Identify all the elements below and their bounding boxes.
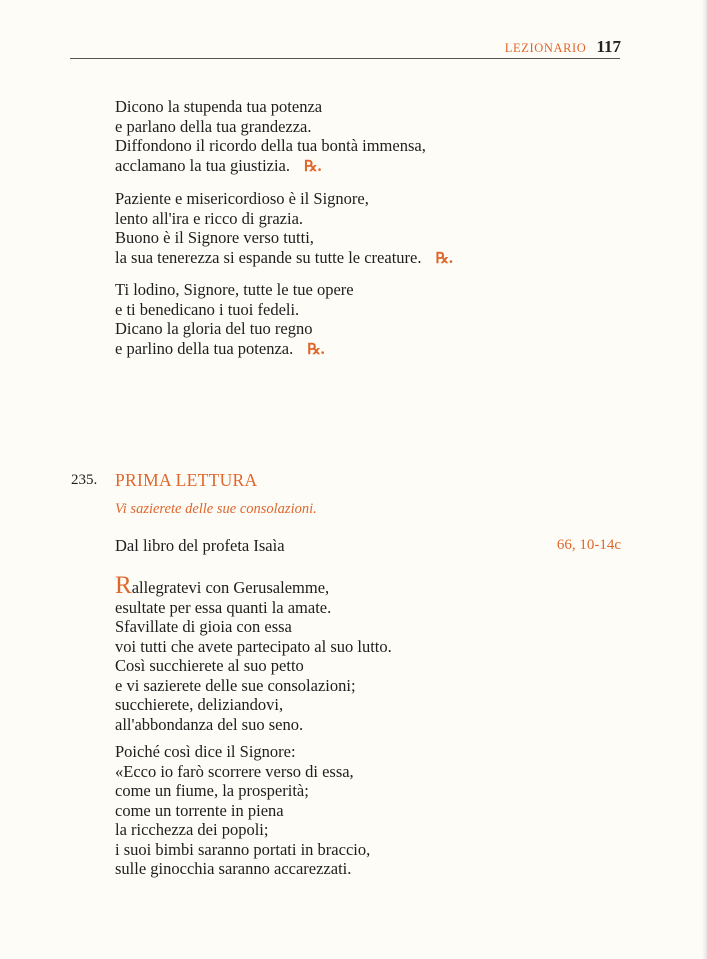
reading-number: 235.: [71, 472, 98, 488]
drop-cap: R: [115, 572, 132, 599]
verse-line: all'abbondanza del suo seno.: [115, 714, 304, 734]
verse-line: Dicono la stupenda tua potenza: [115, 97, 323, 116]
verse-line: sulle ginocchia saranno accarezzati.: [115, 859, 352, 878]
reading-subtitle: Vi sazierete delle sue consolazioni.: [115, 501, 317, 517]
verse-line: Buono è il Signore verso tutti,: [115, 228, 314, 247]
reading-source: Dal libro del profeta Isaìa: [115, 536, 285, 555]
verse-line: esultate per essa quanti la amate.: [115, 597, 332, 617]
response-mark-dot: .: [317, 155, 322, 175]
verse-line-last: [115, 339, 354, 361]
scripture-reference: 66, 10-14c: [556, 537, 621, 553]
verse-line-last: [115, 248, 453, 270]
verse-line: e parlano della tua grandezza.: [115, 116, 312, 136]
verse-line: i suoi bimbi saranno portati in braccio,: [115, 839, 371, 859]
response-mark: ℞: [304, 158, 318, 175]
verse-line: Poiché così dice il Signore:: [115, 742, 296, 761]
verse-line: lento all'ira e ricco di grazia.: [115, 208, 304, 228]
verse-line: Ti lodino, Signore, tutte le tue opere: [115, 280, 354, 299]
verse-line: Paziente e misericordioso è il Signore,: [115, 189, 369, 208]
verse-line-first: [115, 572, 392, 599]
psalm-stanza-3: [115, 280, 354, 360]
page-number: 117: [596, 37, 621, 56]
response-mark: ℞: [435, 250, 449, 267]
response-mark-dot: .: [448, 247, 454, 267]
reading-stanza-1: [115, 572, 392, 734]
verse-line-last: [115, 156, 426, 178]
verse-line: «Ecco io farò scorrere verso di essa,: [115, 761, 354, 781]
psalm-stanza-1: [115, 97, 426, 177]
reading-stanza-2: [115, 742, 370, 879]
section-title: LEZIONARIO: [504, 41, 587, 55]
running-header: [505, 37, 621, 57]
header-rule: [70, 58, 620, 59]
verse-line: e vi sazierete delle sue consolazioni;: [115, 675, 356, 695]
page-edge: [701, 0, 707, 959]
verse-line: la ricchezza dei popoli;: [115, 820, 269, 839]
response-mark: ℞: [307, 341, 321, 358]
verse-line: Dicano la gloria del tuo regno: [115, 319, 313, 338]
verse-line: e ti benedicano i tuoi fedeli.: [115, 299, 300, 319]
reading-title: PRIMA LETTURA: [115, 470, 258, 490]
verse-text: allegratevi con Gerusalemme,: [131, 578, 330, 597]
verse-line: Sfavillate di gioia con essa: [115, 617, 292, 636]
verse-line: Così succhierete al suo petto: [115, 656, 304, 675]
verse-text: acclamano la tua giustizia.: [115, 155, 291, 175]
verse-line: Diffondono il ricordo della tua bontà immensa,: [115, 136, 426, 155]
verse-text: la sua tenerezza si espande su tutte le creature.: [115, 247, 422, 267]
verse-text: e parlino della tua potenza.: [115, 338, 294, 358]
verse-line: voi tutti che avete partecipato al suo lutto.: [115, 636, 392, 656]
verse-line: come un torrente in piena: [115, 800, 284, 820]
response-mark-dot: .: [320, 338, 325, 358]
verse-line: come un fiume, la prosperità;: [115, 781, 309, 800]
psalm-stanza-2: [115, 189, 453, 269]
verse-line: succhierete, deliziandovi,: [115, 695, 284, 714]
